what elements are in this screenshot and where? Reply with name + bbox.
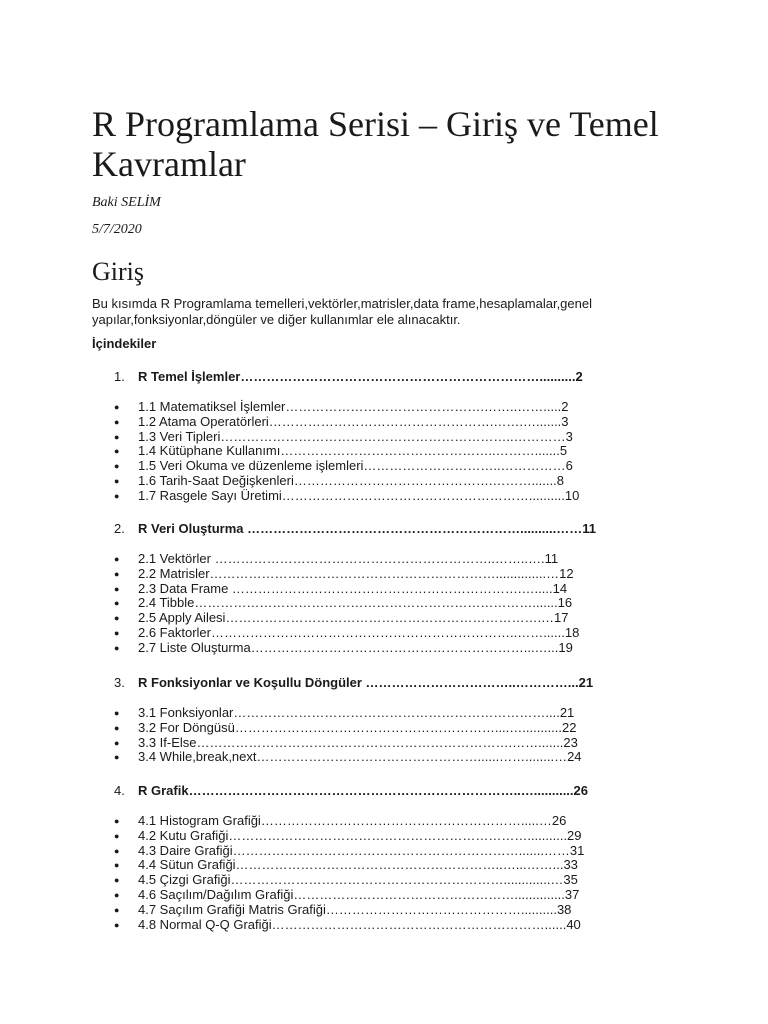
toc-chapter-3[interactable]	[114, 675, 593, 691]
document-date: 5/7/2020	[92, 222, 142, 237]
toc-item[interactable]	[114, 415, 579, 430]
bullet-icon: ●	[114, 583, 120, 594]
toc-item-text: 4.7 Saçılım Grafiği Matris Grafiği………………………………………..........38	[138, 901, 572, 917]
toc-item[interactable]	[114, 844, 584, 859]
chapter-number: 2.	[114, 521, 125, 536]
toc-item-text: 2.2 Matrisler…………………………………………………………..............…12	[138, 565, 574, 581]
toc-item-text: 1.6 Tarih-Saat Değişkenleri……………………………………….……….......8	[138, 472, 564, 488]
bullet-icon: ●	[114, 446, 120, 457]
bullet-icon: ●	[114, 431, 120, 442]
toc-item-text: 4.2 Kutu Grafiği……………………………………………………………...........29	[138, 827, 582, 843]
bullet-icon: ●	[114, 627, 120, 638]
bullet-icon: ●	[114, 598, 120, 609]
toc-item-text: 4.1 Histogram Grafiği…………………………………………………….....…26	[138, 813, 567, 828]
bullet-icon: ●	[114, 737, 120, 748]
document-author: Baki SELİM	[92, 195, 161, 210]
bullet-icon: ●	[114, 722, 120, 733]
bullet-icon: ●	[114, 613, 120, 624]
toc-item[interactable]	[114, 552, 579, 567]
chapter-title: R Veri Oluşturma ………………………………………………………..........……11	[138, 521, 596, 536]
document-title: R Programlama Serisi – Giriş ve Temel Kavramlar	[92, 104, 659, 184]
toc-item[interactable]	[114, 430, 579, 445]
toc-item-text: 4.5 Çizgi Grafiği……………………………………………………….............…35	[138, 872, 578, 888]
toc-item[interactable]	[114, 596, 579, 611]
bullet-icon: ●	[114, 461, 120, 472]
toc-item-text: 1.1 Matematiksel İşlemler……………………………………….……..…….....2	[138, 399, 569, 414]
toc-item-text: 2.5 Apply Ailesi……………………………………………………………….…17	[138, 610, 569, 626]
section-heading: Giriş	[92, 257, 144, 286]
toc-chapter-2-items	[114, 552, 579, 656]
toc-item[interactable]	[114, 474, 579, 489]
toc-item[interactable]	[114, 721, 582, 736]
toc-item-text: 3.2 For Döngüsü……………………………………………………....…...........22	[138, 719, 577, 735]
toc-heading: İçindekiler	[92, 336, 157, 351]
chapter-title: R Grafik…………………………………………………………………..…...........26	[138, 783, 588, 798]
toc-item[interactable]	[114, 444, 579, 459]
chapter-title: R Temel İşlemler……………………………………………………………..........2	[138, 369, 583, 384]
chapter-number: 1.	[114, 369, 125, 384]
bullet-icon: ●	[114, 490, 120, 501]
toc-item[interactable]	[114, 750, 582, 765]
toc-item[interactable]	[114, 736, 582, 751]
bullet-icon: ●	[114, 816, 120, 826]
chapter-number: 3.	[114, 675, 125, 690]
toc-chapter-3-items	[114, 706, 582, 765]
bullet-icon: ●	[114, 475, 120, 486]
toc-item-text: 2.3 Data Frame ………………………………………………………….….....14	[138, 580, 568, 596]
bullet-icon: ●	[114, 904, 120, 915]
toc-item[interactable]	[114, 567, 579, 582]
toc-item[interactable]	[114, 706, 582, 721]
bullet-icon: ●	[114, 554, 120, 564]
toc-item-text: 1.2 Atama Operatörleri…………………………………………….…….….......3	[138, 413, 569, 429]
toc-item-text: 2.4 Tibble…………………………………………………………………….......16	[138, 595, 573, 611]
toc-item[interactable]	[114, 641, 579, 656]
section-intro: Bu kısımda R Programlama temelleri,vektörler,matrisler,data frame,hesaplamalar,genel yapılar,fonksiyonlar,döngüler ve diğer kullanımlar ele alınacaktır.	[92, 296, 592, 327]
bullet-icon: ●	[114, 708, 120, 718]
toc-item-text: 2.1 Vektörler ………………………………………………………..……..….11	[138, 551, 559, 566]
bullet-icon: ●	[114, 875, 120, 886]
chapter-number: 4.	[114, 783, 125, 798]
toc-item-text: 3.3 If-Else……………………………………………………………….…….......23	[138, 734, 578, 750]
toc-item-text: 4.3 Daire Grafiği………………………………………………………….......……31	[138, 842, 585, 858]
toc-item[interactable]	[114, 903, 584, 918]
bullet-icon: ●	[114, 830, 120, 841]
toc-item-text: 1.7 Rasgele Sayı Üretimi…………………………………………………..........10	[138, 487, 580, 503]
toc-item[interactable]	[114, 873, 584, 888]
toc-item[interactable]	[114, 626, 579, 641]
toc-item-text: 2.7 Liste Oluşturma………………………………………………………...…...19	[138, 639, 573, 655]
toc-item[interactable]	[114, 829, 584, 844]
toc-item-text: 3.1 Fonksiyonlar………………………………………………………………....21	[138, 705, 575, 720]
bullet-icon: ●	[114, 752, 120, 763]
toc-chapter-1-items	[114, 400, 579, 504]
toc-chapter-4-items	[114, 814, 584, 932]
bullet-icon: ●	[114, 568, 120, 579]
bullet-icon: ●	[114, 845, 120, 856]
toc-item[interactable]	[114, 888, 584, 903]
toc-item-text: 2.6 Faktorler……………………………………………………………..……......18	[138, 624, 580, 640]
toc-item-text: 3.4 While,break,next……………………………………………......……........…24	[138, 749, 582, 765]
toc-item[interactable]	[114, 459, 579, 474]
chapter-title: R Fonksiyonlar ve Koşullu Döngüler ……………………………..…………...21	[138, 675, 594, 690]
bullet-icon: ●	[114, 919, 120, 930]
toc-item[interactable]	[114, 858, 584, 873]
toc-item[interactable]	[114, 400, 579, 415]
toc-item[interactable]	[114, 582, 579, 597]
toc-item-text: 4.4 Sütun Grafiği……………………………………………………..…...……...33	[138, 857, 578, 873]
toc-chapter-2[interactable]	[114, 521, 596, 537]
toc-chapter-1[interactable]	[114, 369, 583, 385]
bullet-icon: ●	[114, 889, 120, 900]
toc-item-text: 1.4 Kütüphane Kullanımı…………………………………………..……….......5	[138, 443, 568, 459]
toc-item[interactable]	[114, 918, 584, 933]
bullet-icon: ●	[114, 642, 120, 653]
bullet-icon: ●	[114, 416, 120, 427]
toc-item-text: 1.5 Veri Okuma ve düzenleme işlemleri…………………………..……………6	[138, 458, 573, 474]
toc-item-text: 4.8 Normal Q-Q Grafiği………………………………………………………......40	[138, 916, 581, 932]
toc-item[interactable]	[114, 611, 579, 626]
toc-item[interactable]	[114, 489, 579, 504]
bullet-icon: ●	[114, 860, 120, 871]
toc-item[interactable]	[114, 814, 584, 829]
toc-item-text: 4.6 Saçılım/Dağılım Grafiği……………………………………………..............37	[138, 886, 580, 902]
bullet-icon: ●	[114, 402, 120, 412]
toc-chapter-4[interactable]	[114, 783, 588, 799]
toc-item-text: 1.3 Veri Tipleri…………………………………………………………..…………3	[138, 428, 573, 444]
